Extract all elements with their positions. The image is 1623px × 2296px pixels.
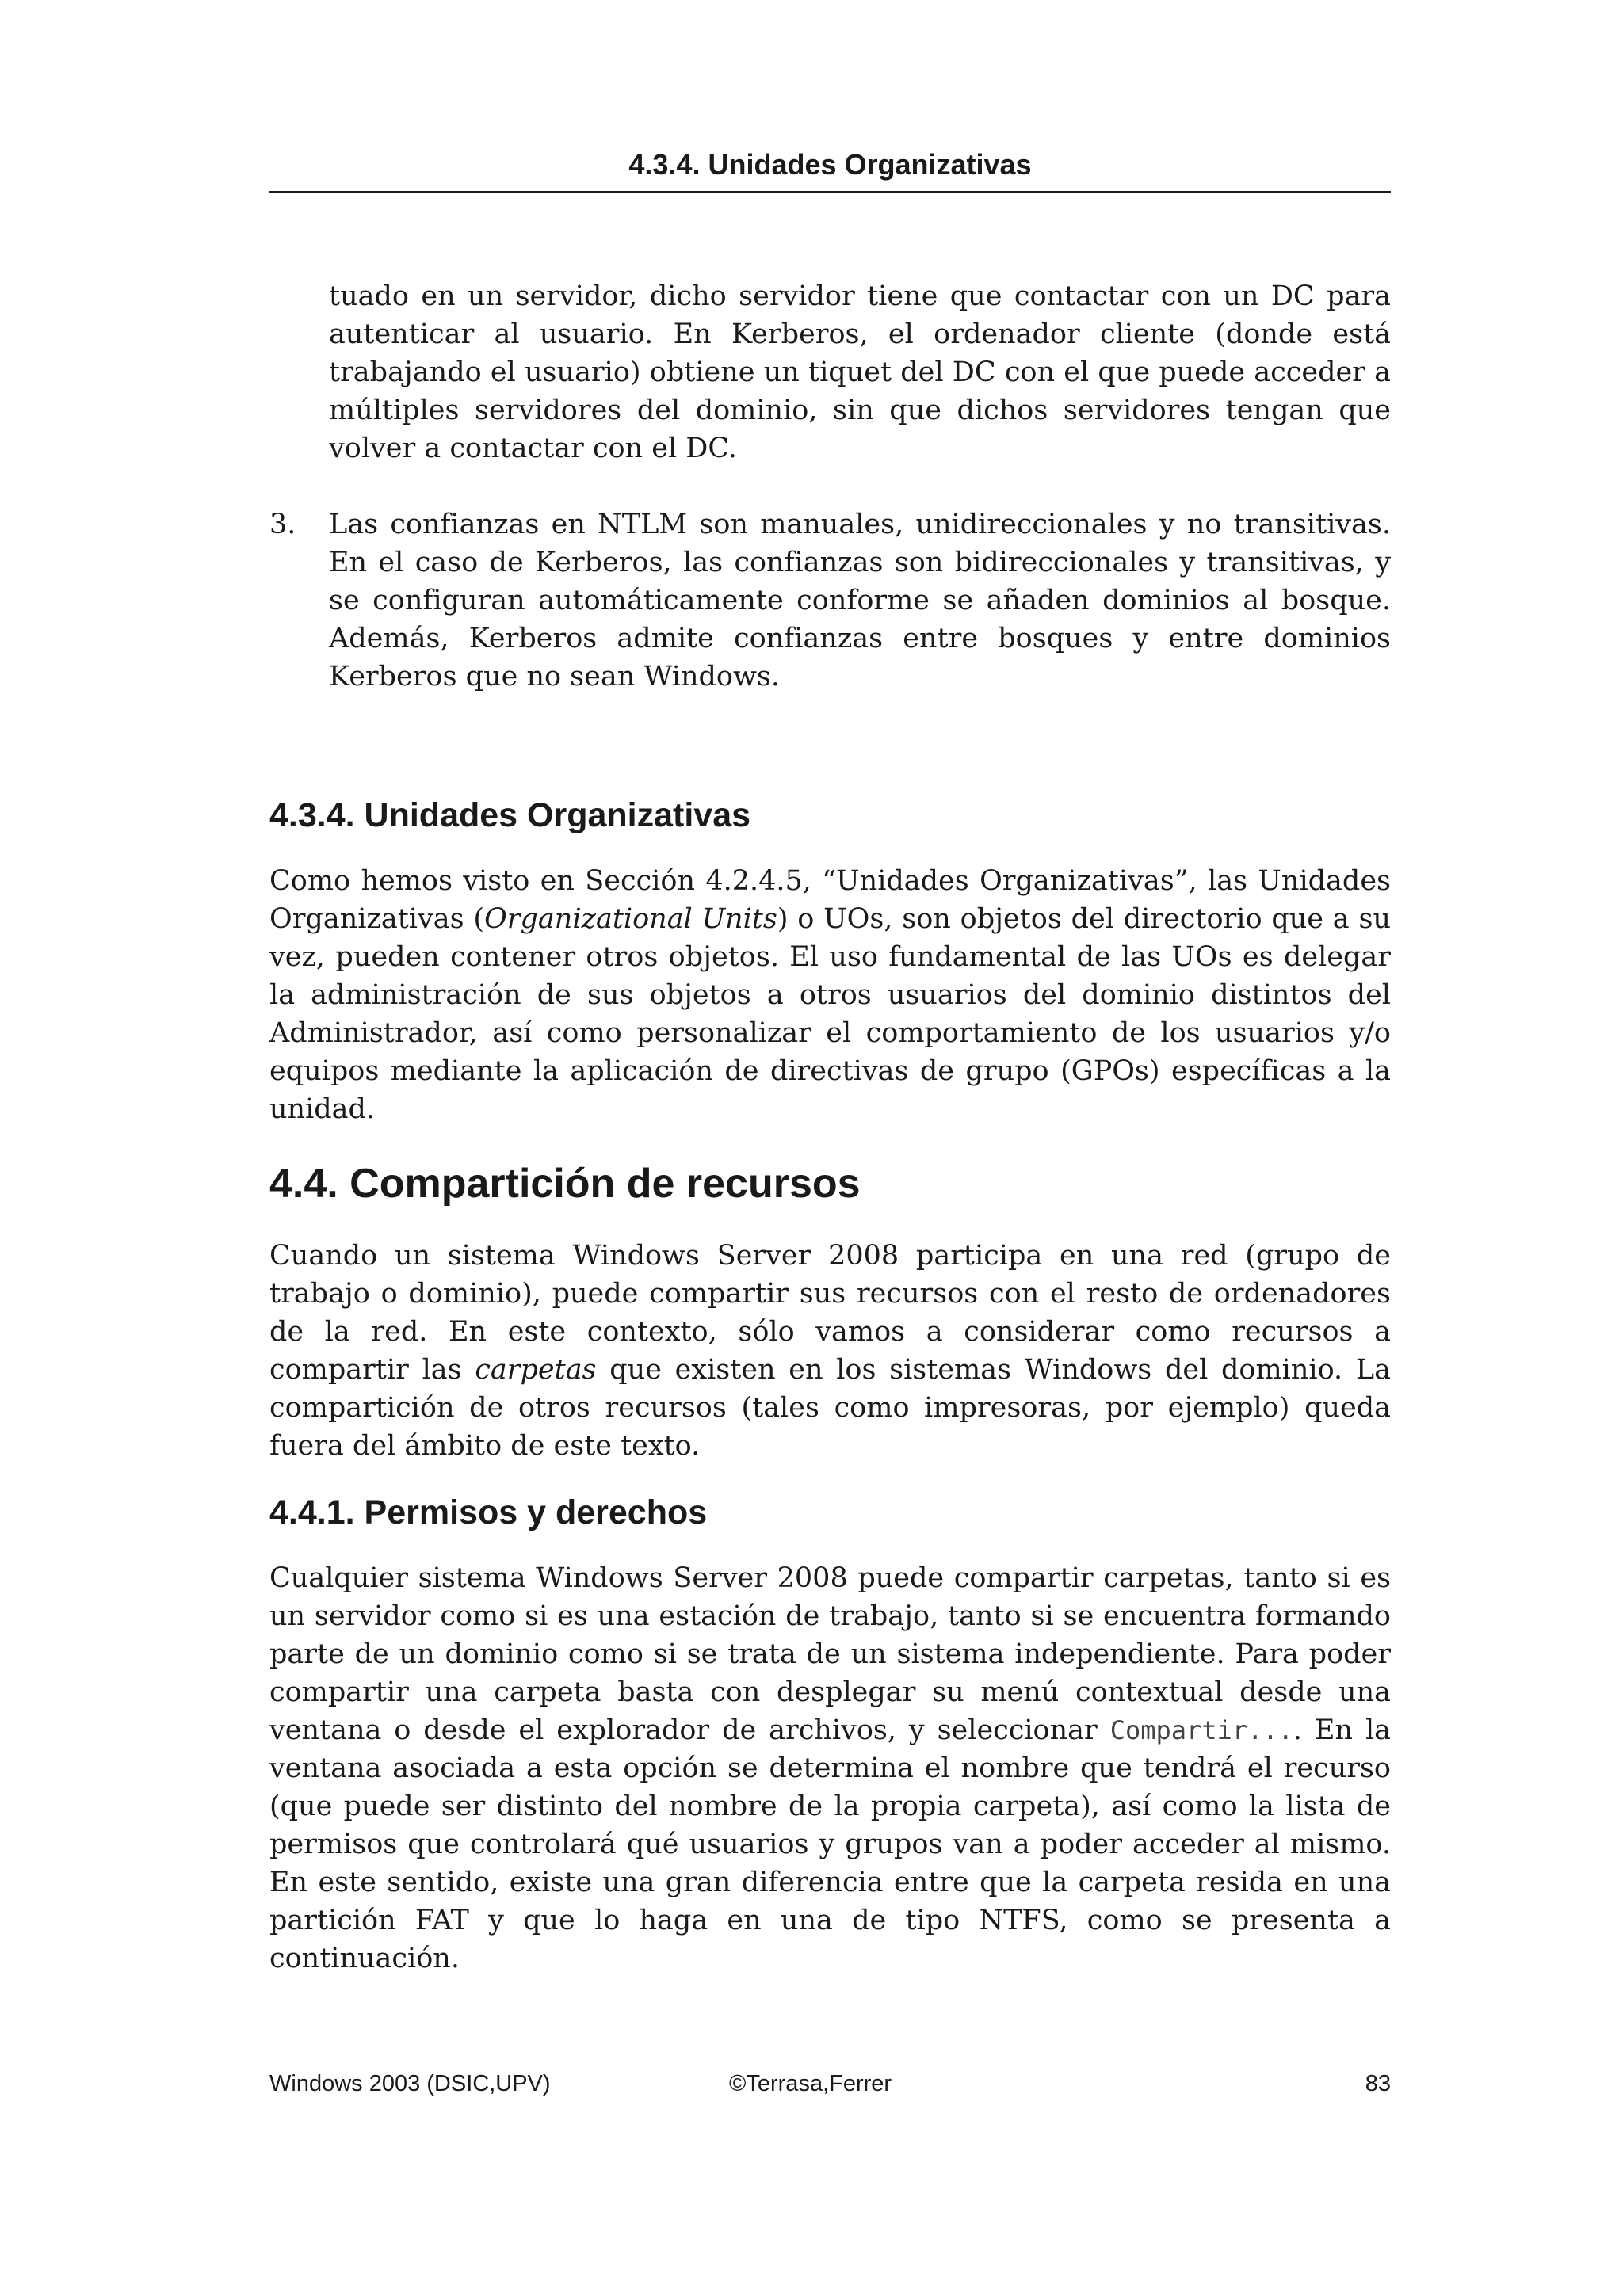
list-item-text: Las confianzas en NTLM son manuales, unidireccionales y no transitivas. En el caso de Kerberos, las confianzas son bidireccionales y transitivas, y se configuran automáticamente conforme se añaden dominios al bosque. Además, Kerberos admite confianzas entre bosques y entre dominios Kerberos que no sean Windows.	[329, 509, 1391, 692]
italic-term: Organizational Units	[484, 903, 777, 935]
section-4-4-paragraph	[269, 1237, 1391, 1465]
running-header: 4.3.4. Unidades Organizativas	[628, 148, 1032, 181]
continuation-paragraph: tuado en un servidor, dicho servidor tiene que contactar con un DC para autenticar al usuario. En Kerberos, el ordenador cliente (donde está trabajando el usuario) obtiene un tiquet del DC con el que puede acceder a múltiples servidores del dominio, sin que dichos servidores tengan que volver a contactar con el DC.	[329, 280, 1391, 464]
italic-term: carpetas	[475, 1354, 597, 1386]
section-4-4-1-paragraph	[269, 1559, 1391, 1978]
paragraph-text: Cuando un sistema Windows Server 2008 participa en una red (grupo de trabajo o dominio), puede compartir sus recursos con el resto de ordenadores de la red. En este contexto, sólo vamos a considerar como recursos a compartir las	[269, 1240, 1391, 1386]
paragraph-text: . En la ventana asociada a esta opción se determina el nombre que tendrá el recurso (que puede ser distinto del nombre de la propia carpeta), así como la lista de permisos que controlará qué usuarios y grupos van a poder acceder al mismo. En este sentido, existe una gran diferencia entre que la carpeta resida en una partición FAT y que lo haga en una de tipo NTFS, como se presenta a continuación.	[269, 1714, 1392, 1974]
header-rule	[269, 191, 1391, 193]
paragraph-text: Cualquier sistema Windows Server 2008 puede compartir carpetas, tanto si es un servidor como si es una estación de trabajo, tanto si se encuentra formando parte de un dominio como si se trata de un sistema independiente. Para poder compartir una carpeta basta con desplegar su menú contextual desde una ventana o desde el explorador de archivos, y seleccionar	[269, 1562, 1391, 1746]
section-heading-4-3-4: 4.3.4. Unidades Organizativas	[269, 796, 751, 834]
menu-command-code: Compartir...	[1109, 1715, 1293, 1745]
footer-center: ©Terrasa,Ferrer	[729, 2071, 892, 2096]
section-heading-4-4: 4.4. Compartición de recursos	[269, 1161, 861, 1207]
footer-left: Windows 2003 (DSIC,UPV)	[269, 2071, 551, 2096]
paragraph-text: Como hemos visto en Sección 4.2.4.5, “Unidades Organizativas”, las Unidades Organizativas (	[269, 865, 1391, 935]
paragraph-text: que existen en los sistemas Windows del dominio. La compartición de otros recursos (tales como impresoras, por ejemplo) queda fuera del ámbito de este texto.	[269, 1354, 1391, 1462]
section-heading-4-4-1: 4.4.1. Permisos y derechos	[269, 1493, 708, 1531]
section-4-3-4-paragraph	[269, 862, 1391, 1128]
paragraph-text: ) o UOs, son objetos del directorio que a su vez, pueden contener otros objetos. El uso fundamental de las UOs es delegar la administración de sus objetos a otros usuarios del dominio distintos del Administrador, así como personalizar el comportamiento de los usuarios y/o equipos mediante la aplicación de directivas de grupo (GPOs) específicas a la unidad.	[269, 903, 1391, 1125]
page-number: 83	[1365, 2071, 1391, 2096]
list-number: 3.	[269, 509, 296, 540]
